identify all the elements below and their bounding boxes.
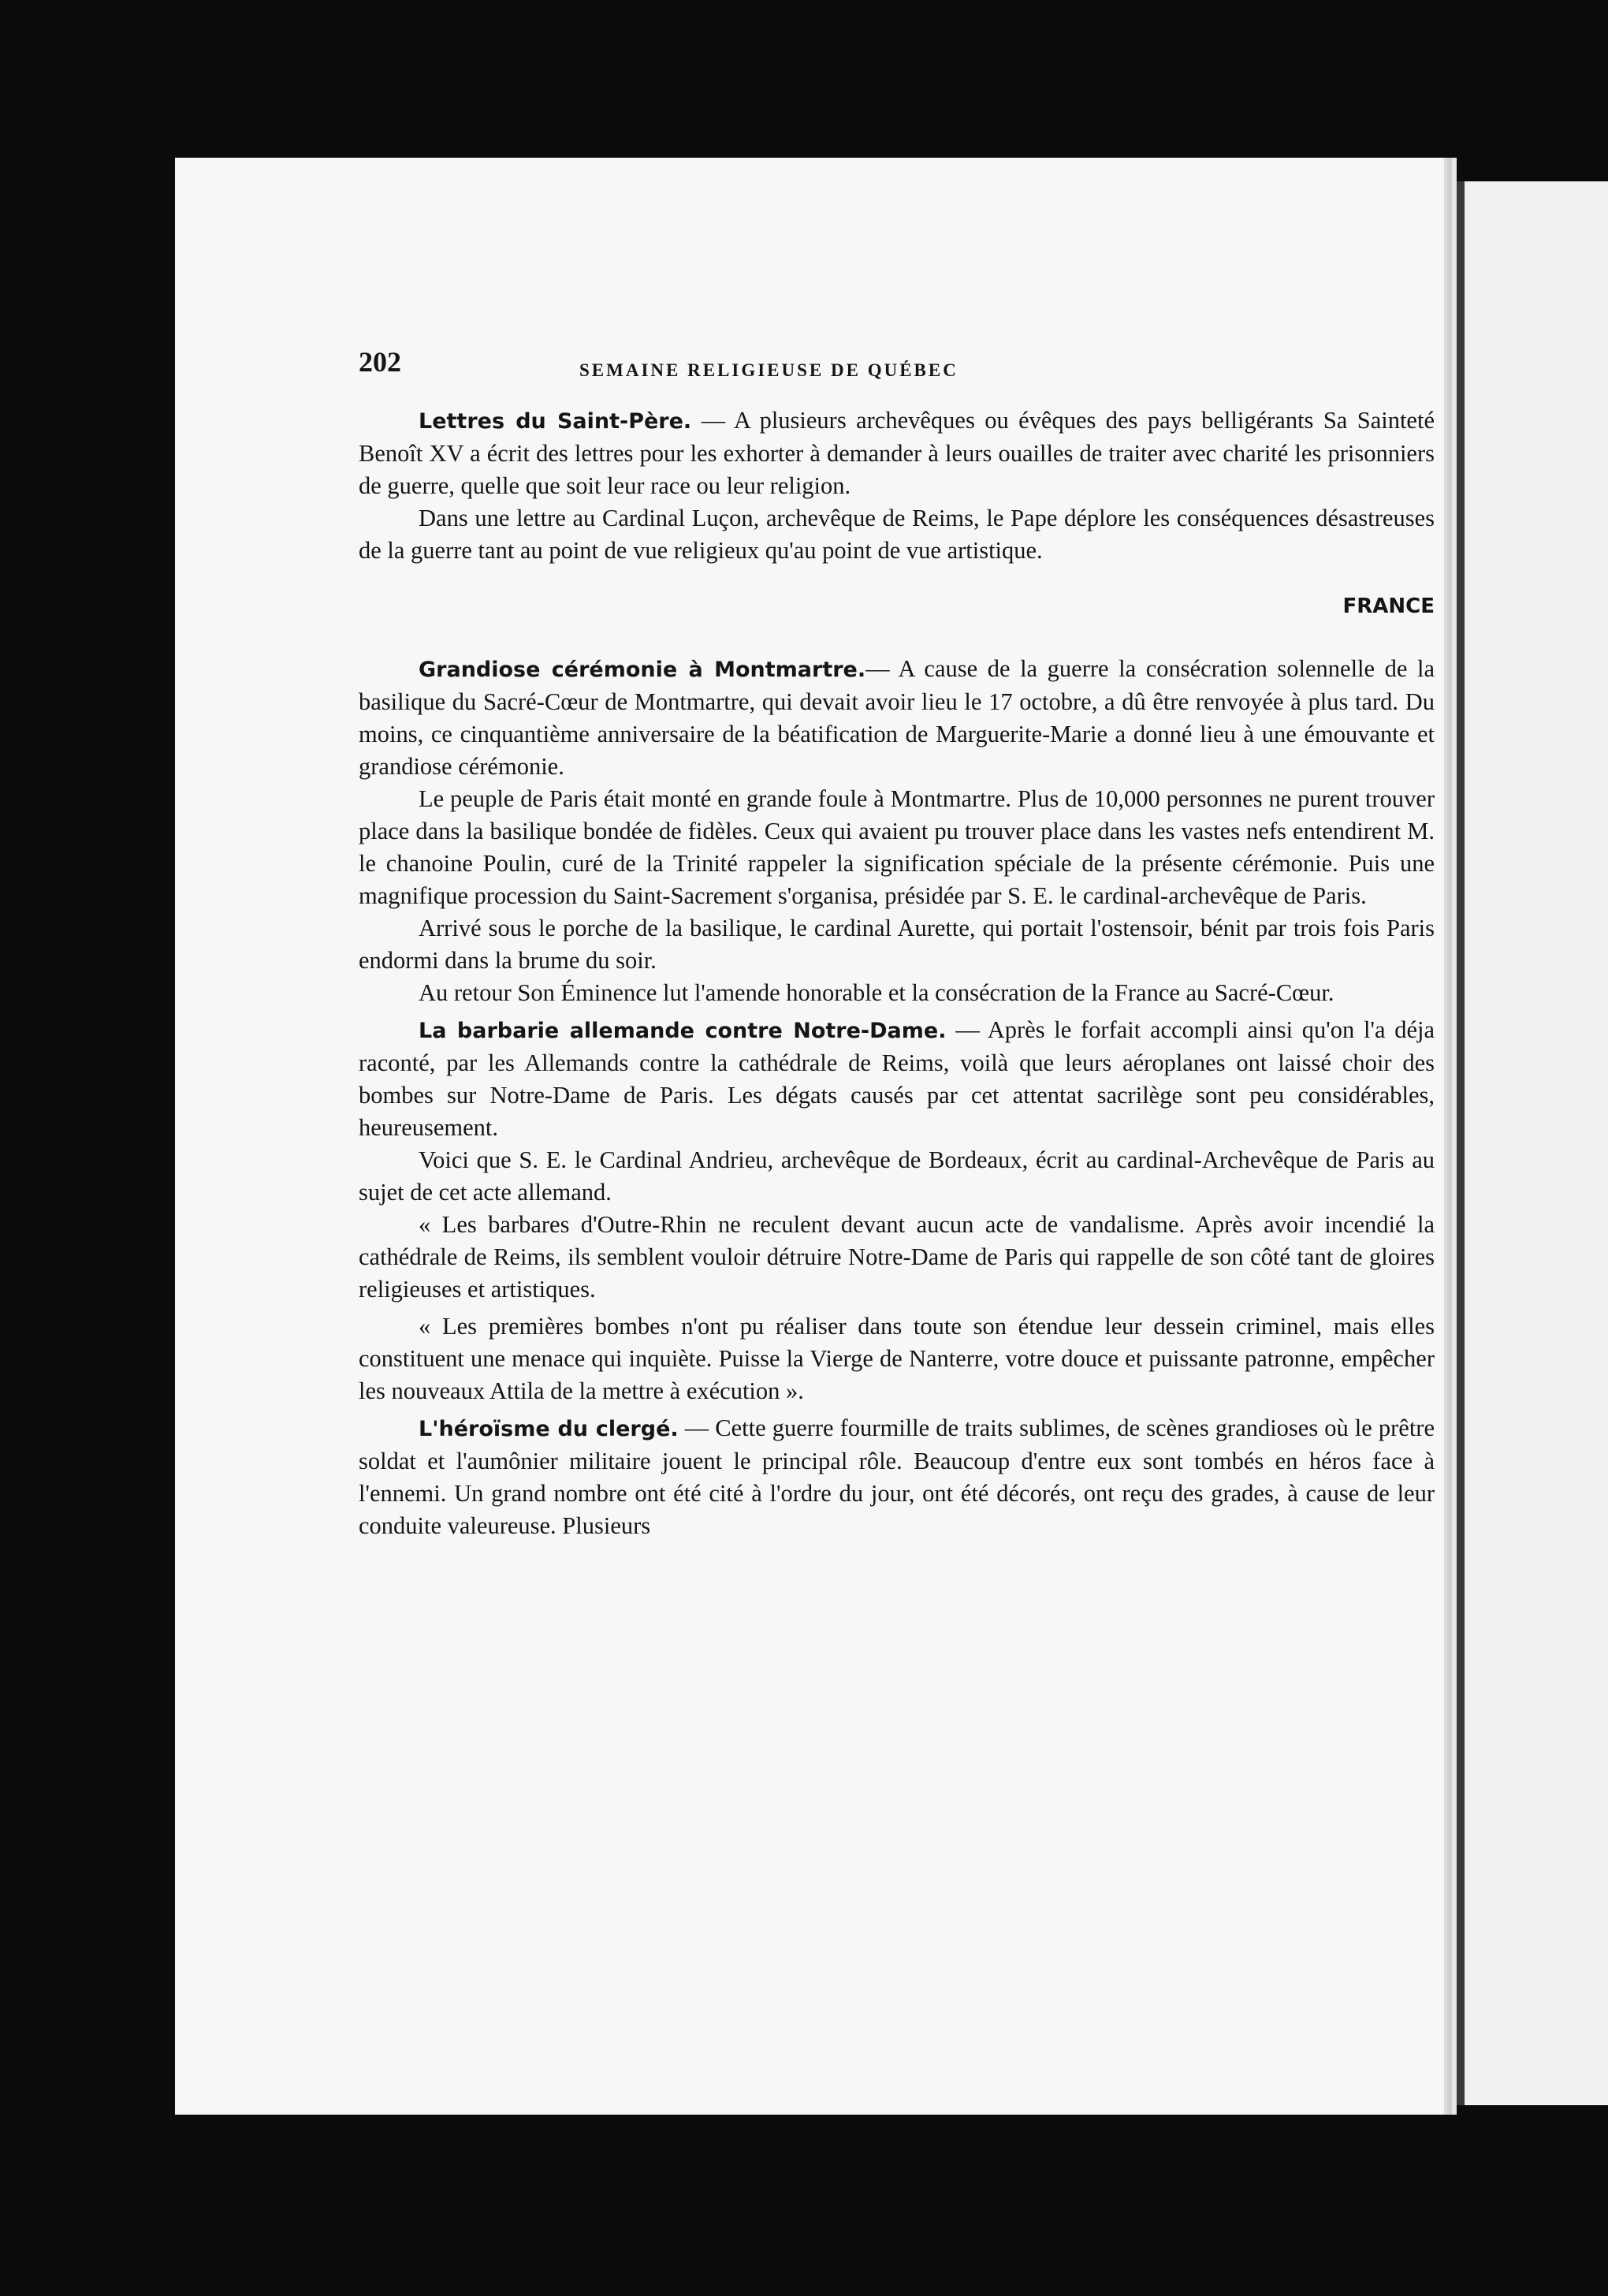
paragraph-text: — A cause de la guerre la consécration solennelle de la basilique du Sacré-Cœur de Montmartre, qui devait avoir lieu le 17 octobre, a dû être renvoyée à plus tard. Du moins, ce cinquantième anniversaire de la béatification de Marguerite-Marie a donné lieu à une émouvante et grandiose cérémonie. [359, 655, 1435, 780]
paragraph-text: Voici que S. E. le Cardinal Andrieu, archevêque de Bordeaux, écrit au cardinal-Archevêque de Paris au sujet de cet acte allemand. [359, 1146, 1435, 1206]
paragraph [359, 783, 1435, 912]
paragraph [359, 1209, 1435, 1306]
paragraph [359, 404, 1435, 502]
paragraph [359, 502, 1435, 567]
paragraph [359, 912, 1435, 977]
facing-page-edge [1457, 181, 1608, 2105]
paragraph [359, 653, 1435, 783]
paragraph-text: « Les barbares d'Outre-Rhin ne reculent devant aucun acte de vandalisme. Après avoir incendié la cathédrale de Reims, ils semblent vouloir détruire Notre-Dame de Paris qui rappelle de son côté tant de gloires religieuses et artistiques. [359, 1211, 1435, 1303]
section-heading: FRANCE [1342, 594, 1435, 618]
book-page [175, 158, 1444, 2115]
running-title: SEMAINE RELIGIEUSE DE QUÉBEC [579, 360, 958, 380]
paragraph-text: — Cette guerre fourmille de traits sublimes, de scènes grandioses où le prêtre soldat et l'aumônier militaire jouent le principal rôle. Beaucoup d'entre eux sont tombés en héros face à l'ennemi. Un grand nombre ont été cité à l'ordre du jour, ont été décorés, ont reçu des grades, à cause de leur conduite valeureuse. Plusieurs [359, 1414, 1435, 1539]
paragraph-text: Au retour Son Éminence lut l'amende honorable et la consécration de la France au Sacré-Cœur. [419, 979, 1334, 1006]
page-number: 202 [359, 346, 401, 378]
paragraph-lead: Grandiose cérémonie à Montmartre. [419, 658, 866, 682]
paragraph-text: « Les premières bombes n'ont pu réaliser dans toute son étendue leur dessein criminel, mais elles constituent une menace qui inquiète. Puisse la Vierge de Nanterre, votre douce et puissante patronne, empêcher les nouveaux Attila de la mettre à exécution ». [359, 1313, 1435, 1404]
paragraph-text: Dans une lettre au Cardinal Luçon, archevêque de Reims, le Pape déplore les conséquences désastreuses de la guerre tant au point de vue religieux qu'au point de vue artistique. [359, 505, 1435, 564]
paragraph [359, 1144, 1435, 1209]
paragraph-text: — A plusieurs archevêques ou évêques des pays belligérants Sa Sainteté Benoît XV a écrit des lettres pour les exhorter à demander à leurs ouailles de traiter avec charité les prisonniers de guerre, quelle que soit leur race ou leur religion. [359, 407, 1435, 499]
paragraph [359, 977, 1435, 1009]
paragraph-lead: Lettres du Saint-Père. [419, 409, 692, 434]
paragraph [359, 1310, 1435, 1407]
page-content [359, 346, 1435, 1542]
paragraph [359, 1412, 1435, 1542]
paragraph-text: — Après le forfait accompli ainsi qu'on l'a déja raconté, par les Allemands contre la cathédrale de Reims, voilà que leurs aéroplanes ont laissé choir des bombes sur Notre-Dame de Paris. Les dégats causés par cet attentat sacrilège sont peu considérables, heureusement. [359, 1016, 1435, 1141]
paragraph-lead: L'héroïsme du clergé. [419, 1417, 679, 1441]
paragraph [359, 1014, 1435, 1144]
paragraph-lead: La barbarie allemande contre Notre-Dame. [419, 1019, 947, 1043]
paragraph-text: Arrivé sous le porche de la basilique, le cardinal Aurette, qui portait l'ostensoir, bénit par trois fois Paris endormi dans la brume du soir. [359, 915, 1435, 974]
paragraph-text: Le peuple de Paris était monté en grande foule à Montmartre. Plus de 10,000 personnes ne purent trouver place dans la basilique bondée de fidèles. Ceux qui avaient pu trouver place dans les vastes nefs entendirent M. le chanoine Poulin, curé de la Trinité rappeler la signification spéciale de la présente cérémonie. Puis une magnifique procession du Saint-Sacrement s'organisa, présidée par S. E. le cardinal-archevêque de Paris. [359, 785, 1435, 909]
page-header [359, 346, 1435, 404]
